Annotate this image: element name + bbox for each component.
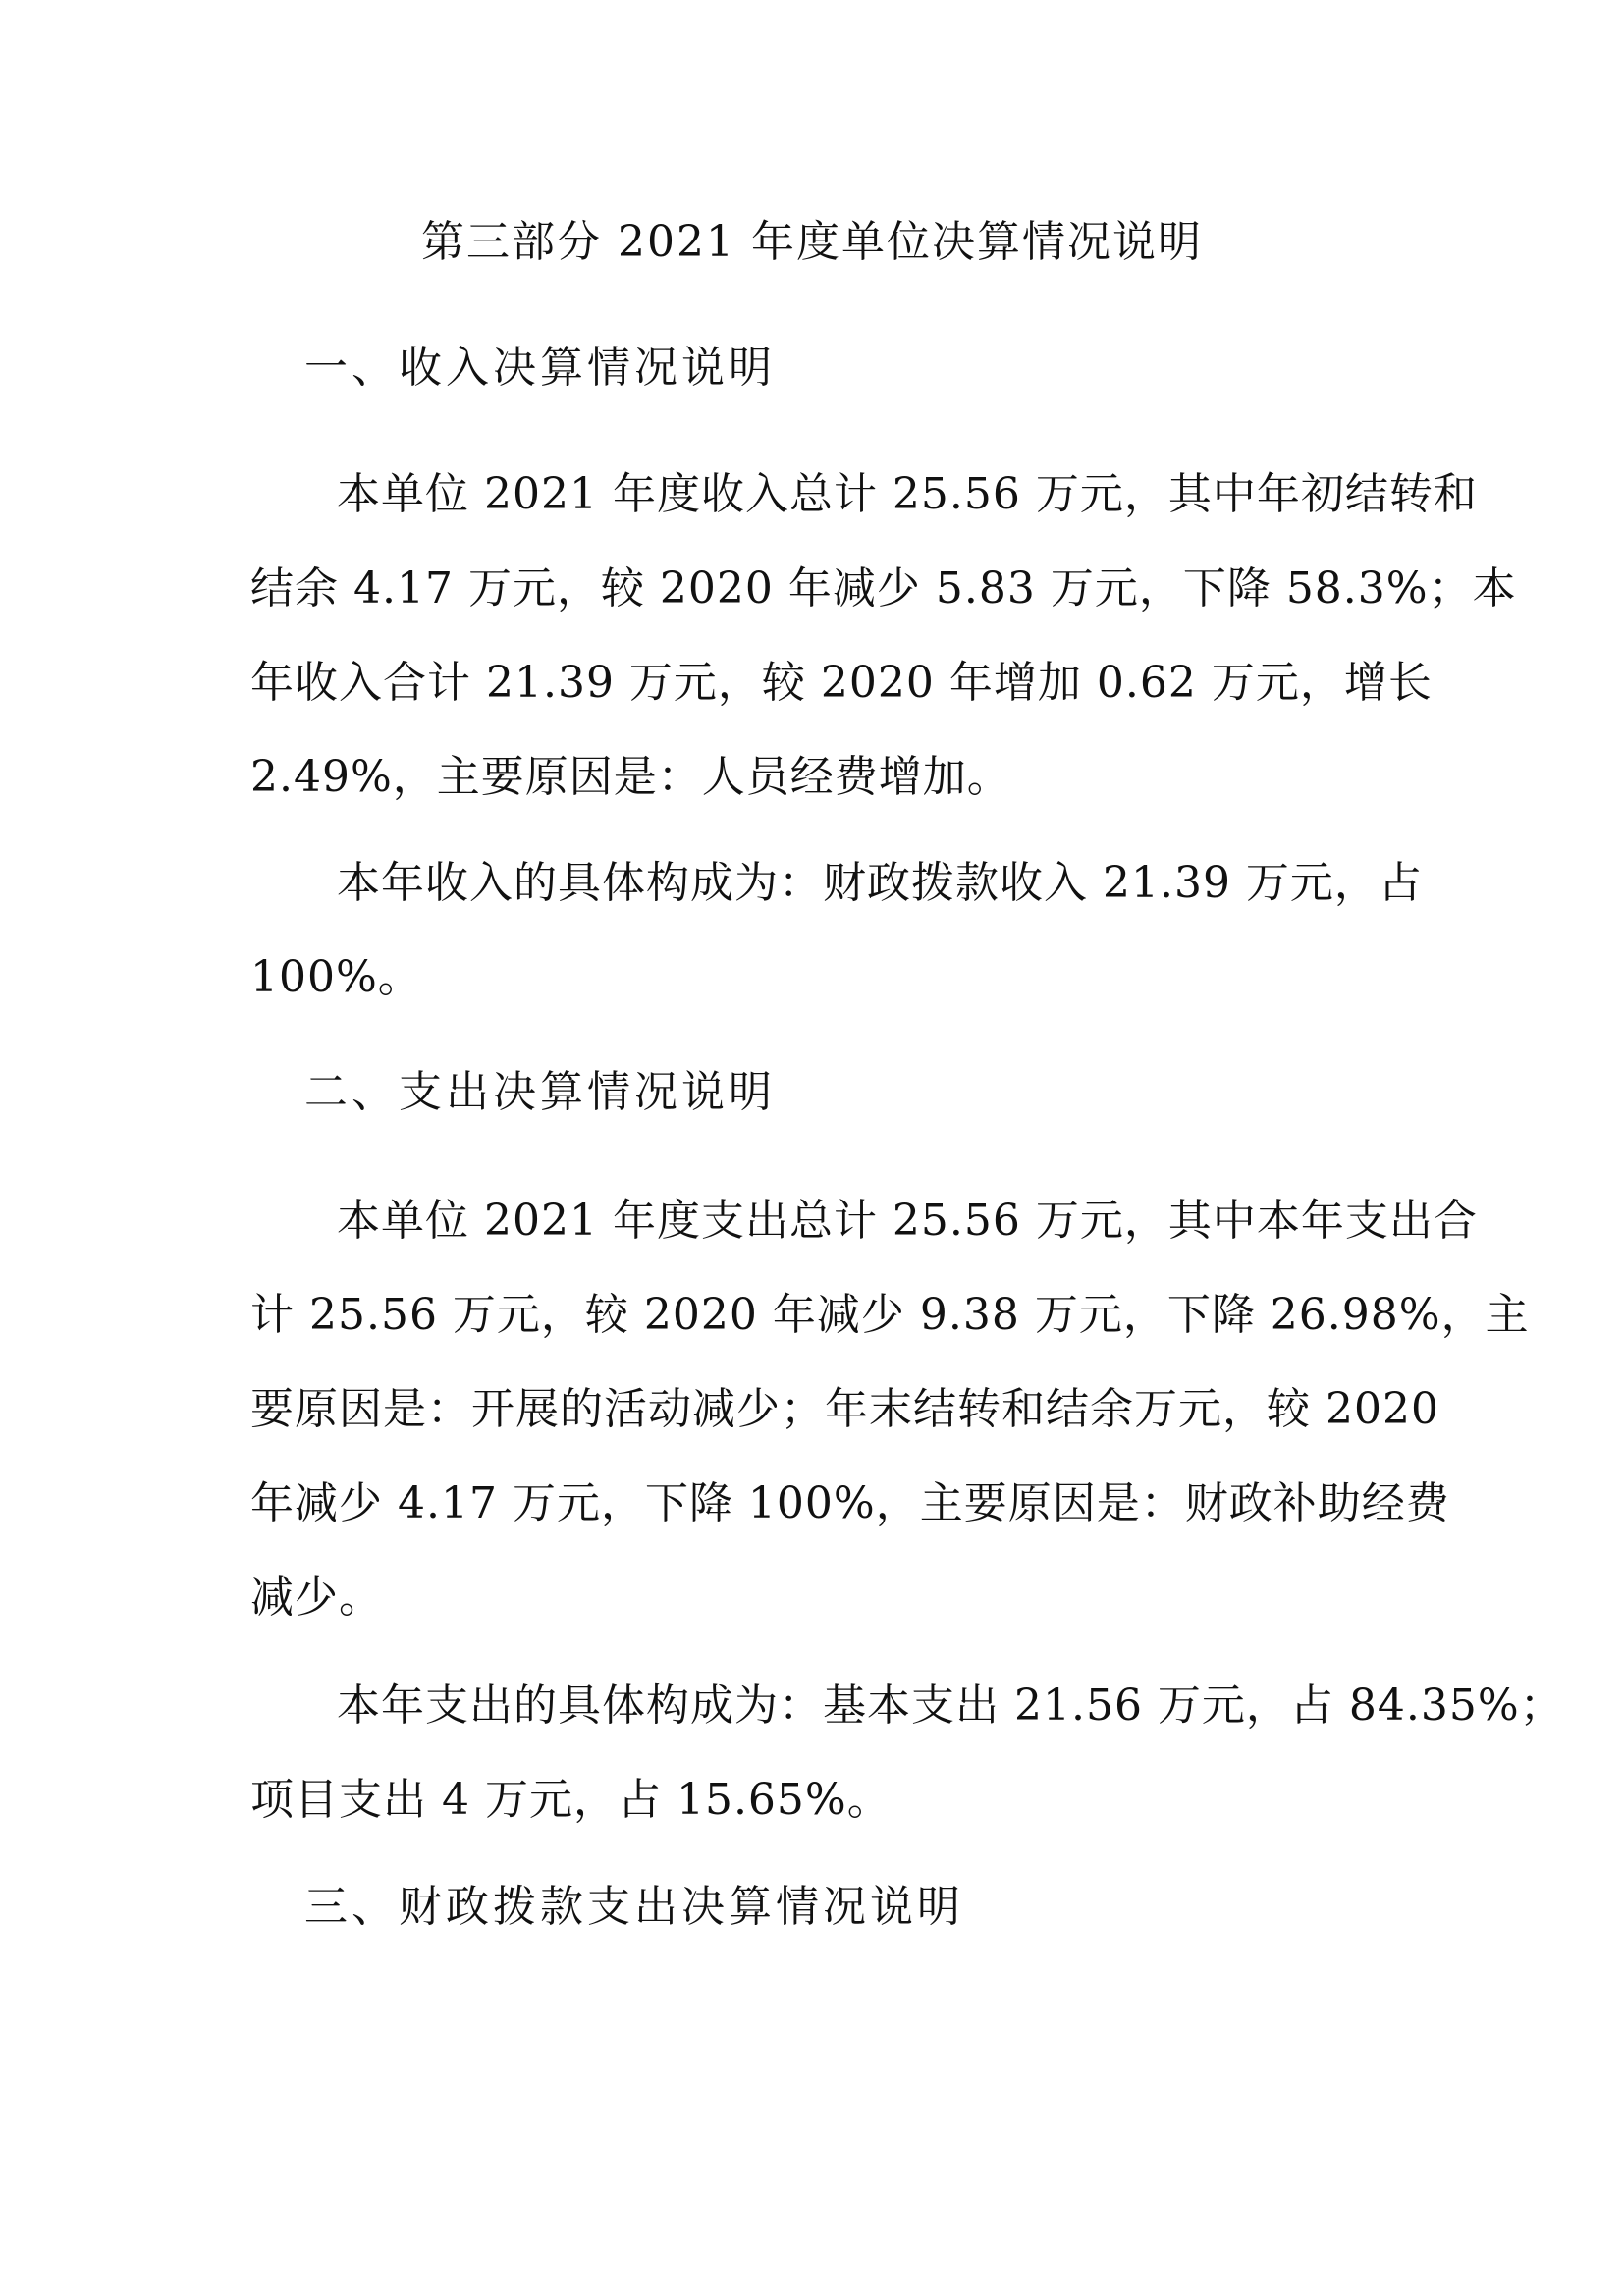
paragraph-income-composition: [250, 836, 1423, 1025]
paragraph-expenditure-total: [250, 1174, 1530, 1645]
paragraph-line: 计 25.56 万元，较 2020 年减少 9.38 万元，下降 26.98%，主: [250, 1290, 1530, 1340]
paragraph-income-total: [250, 448, 1517, 825]
paragraph-line: 100%。: [250, 952, 422, 1002]
paragraph-line: 结余 4.17 万元，较 2020 年减少 5.83 万元，下降 58.3%；本: [250, 563, 1517, 614]
section-heading-fiscal-appropriation: 三、财政拨款支出决算情况说明: [304, 1882, 964, 1932]
paragraph-line: 本单位 2021 年度收入总计 25.56 万元，其中年初结转和: [337, 469, 1478, 519]
paragraph-line: 本单位 2021 年度支出总计 25.56 万元，其中本年支出合: [337, 1196, 1478, 1246]
paragraph-line: 年收入合计 21.39 万元，较 2020 年增加 0.62 万元，增长: [250, 658, 1433, 708]
paragraph-line: 要原因是：开展的活动减少；年末结转和结余万元，较 2020: [250, 1384, 1439, 1434]
section-heading-income: 一、收入决算情况说明: [304, 343, 776, 393]
paragraph-line: 项目支出 4 万元，占 15.65%。: [250, 1775, 892, 1825]
paragraph-line: 2.49%，主要原因是：人员经费增加。: [250, 752, 1011, 802]
paragraph-line: 年减少 4.17 万元，下降 100%，主要原因是：财政补助经费: [250, 1478, 1450, 1528]
paragraph-line: 减少。: [250, 1573, 383, 1623]
paragraph-expenditure-composition: [250, 1659, 1564, 1847]
paragraph-line: 本年收入的具体构成为：财政拨款收入 21.39 万元，占: [337, 858, 1423, 908]
paragraph-line: 本年支出的具体构成为：基本支出 21.56 万元，占 84.35%；: [337, 1681, 1564, 1731]
section-heading-expenditure: 二、支出决算情况说明: [304, 1067, 776, 1117]
document-title: 第三部分 2021 年度单位决算情况说明: [421, 217, 1203, 267]
